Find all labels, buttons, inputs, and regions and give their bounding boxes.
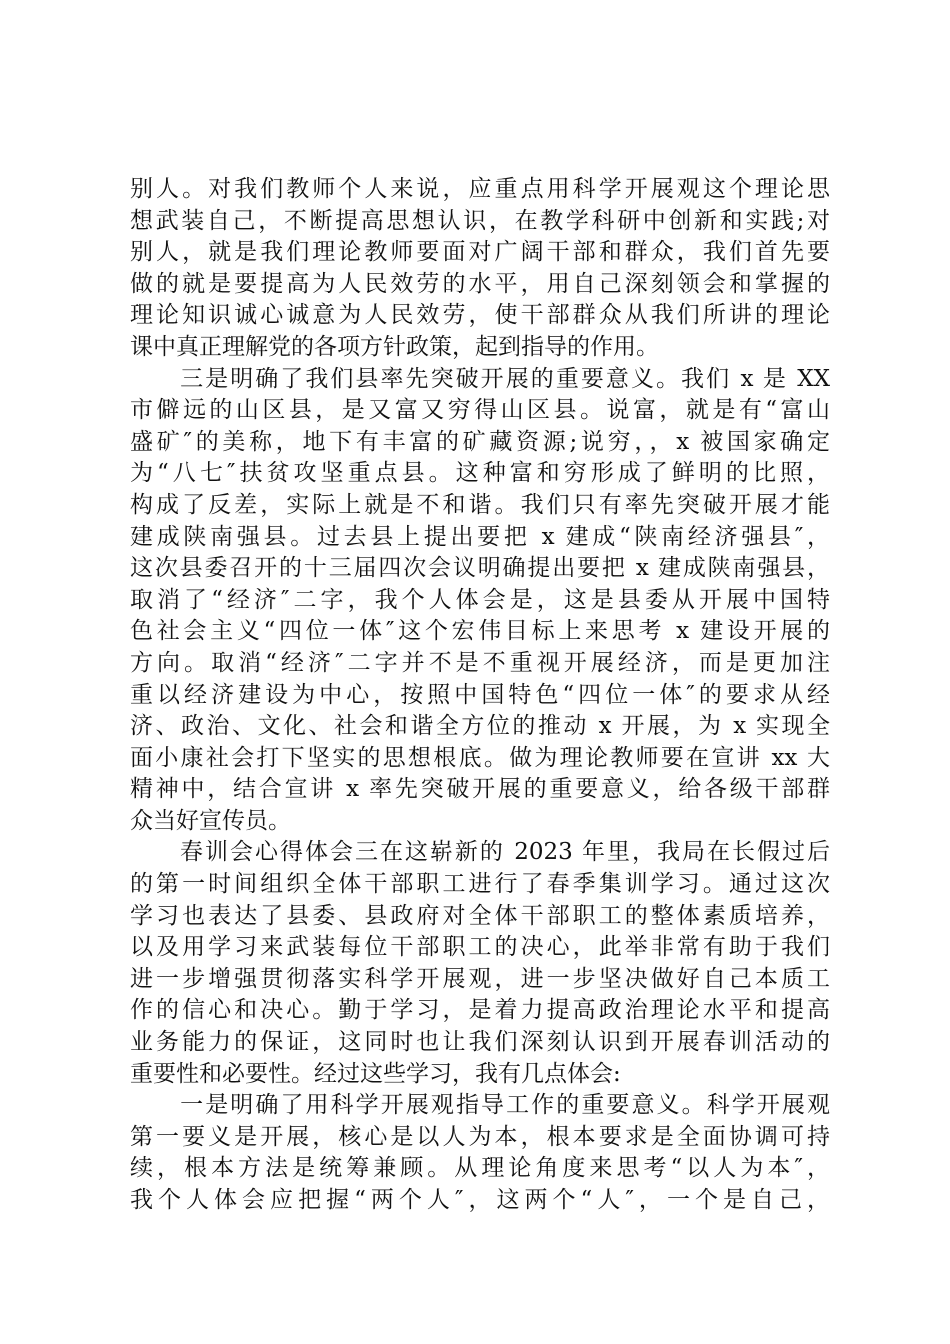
text-line: 课中真正理解党的各项方针政策，起到指导的作用。 xyxy=(130,333,659,360)
text-line: 济、政治、文化、社会和谐全方位的推动 x 开展，为 x 实现全 xyxy=(130,713,830,740)
text-line: 色社会主义“四位一体″这个宏伟目标上来思考 x 建设开展的 xyxy=(130,618,830,645)
text-line: 重要性和必要性。经过这些学习，我有几点体会: xyxy=(130,1060,621,1087)
text-line: 众当好宣传员。 xyxy=(130,807,291,834)
text-line: 别人。对我们教师个人来说，应重点用科学开展观这个理论思 xyxy=(130,176,830,202)
text-line: 别人，就是我们理论教师要面对广阔干部和群众，我们首先要 xyxy=(130,239,830,266)
text-line: 进一步增强贯彻落实科学开展观，进一步坚决做好自己本质工 xyxy=(130,965,830,992)
text-line: 市僻远的山区县，是又富又穷得山区县。说富，就是有“富山 xyxy=(130,397,830,424)
text-line: 我个人体会应把握“两个人″，这两个“人″，一个是自己， xyxy=(130,1187,830,1213)
text-line: 做的就是要提高为人民效劳的水平，用自己深刻领会和掌握的 xyxy=(130,270,830,297)
text-line: 学习也表达了县委、县政府对全体干部职工的整体素质培养， xyxy=(130,902,830,929)
text-line: 三是明确了我们县率先突破开展的重要意义。我们 x 是 XX xyxy=(130,365,830,392)
text-line: 作的信心和决心。勤于学习，是着力提高政治理论水平和提高 xyxy=(130,997,830,1024)
text-line: 建成陕南强县。过去县上提出要把 x 建成“陕南经济强县″， xyxy=(130,523,830,550)
text-line: 构成了反差，实际上就是不和谐。我们只有率先突破开展才能 xyxy=(130,491,830,518)
text-line: 为“八七″扶贫攻坚重点县。这种富和穷形成了鲜明的比照， xyxy=(130,460,830,487)
text-line: 的第一时间组织全体干部职工进行了春季集训学习。通过这次 xyxy=(130,871,830,898)
text-line: 业务能力的保证，这同时也让我们深刻认识到开展春训活动的 xyxy=(130,1029,830,1056)
text-line: 想武装自己，不断提高思想认识，在教学科研中创新和实践;对 xyxy=(130,207,830,234)
text-line: 盛矿″的美称，地下有丰富的矿藏资源;说穷，，x 被国家确定 xyxy=(130,428,830,455)
text-line: 春训会心得体会三在这崭新的 2023 年里，我局在长假过后 xyxy=(130,839,830,866)
text-line: 方向。取消“经济″二字并不是不重视开展经济，而是更加注 xyxy=(130,649,830,676)
text-line: 一是明确了用科学开展观指导工作的重要意义。科学开展观 xyxy=(130,1092,830,1119)
text-line: 第一要义是开展，核心是以人为本，根本要求是全面协调可持 xyxy=(130,1123,830,1150)
text-line: 以及用学习来武装每位干部职工的决心，此举非常有助于我们 xyxy=(130,934,830,961)
text-line: 取消了“经济″二字，我个人体会是，这是县委从开展中国特 xyxy=(130,586,830,613)
document-body xyxy=(130,174,830,1217)
text-line: 面小康社会打下坚实的思想根底。做为理论教师要在宣讲 xx 大 xyxy=(130,744,830,771)
text-line: 续，根本方法是统筹兼顾。从理论角度来思考“以人为本″， xyxy=(130,1155,830,1182)
text-line: 精神中，结合宣讲 x 率先突破开展的重要意义，给各级干部群 xyxy=(130,776,830,803)
text-line: 这次县委召开的十三届四次会议明确提出要把 x 建成陕南强县， xyxy=(130,555,830,582)
text-line: 理论知识诚心诚意为人民效劳，使干部群众从我们所讲的理论 xyxy=(130,302,830,329)
text-line: 重以经济建设为中心，按照中国特色“四位一体″的要求从经 xyxy=(130,681,830,708)
